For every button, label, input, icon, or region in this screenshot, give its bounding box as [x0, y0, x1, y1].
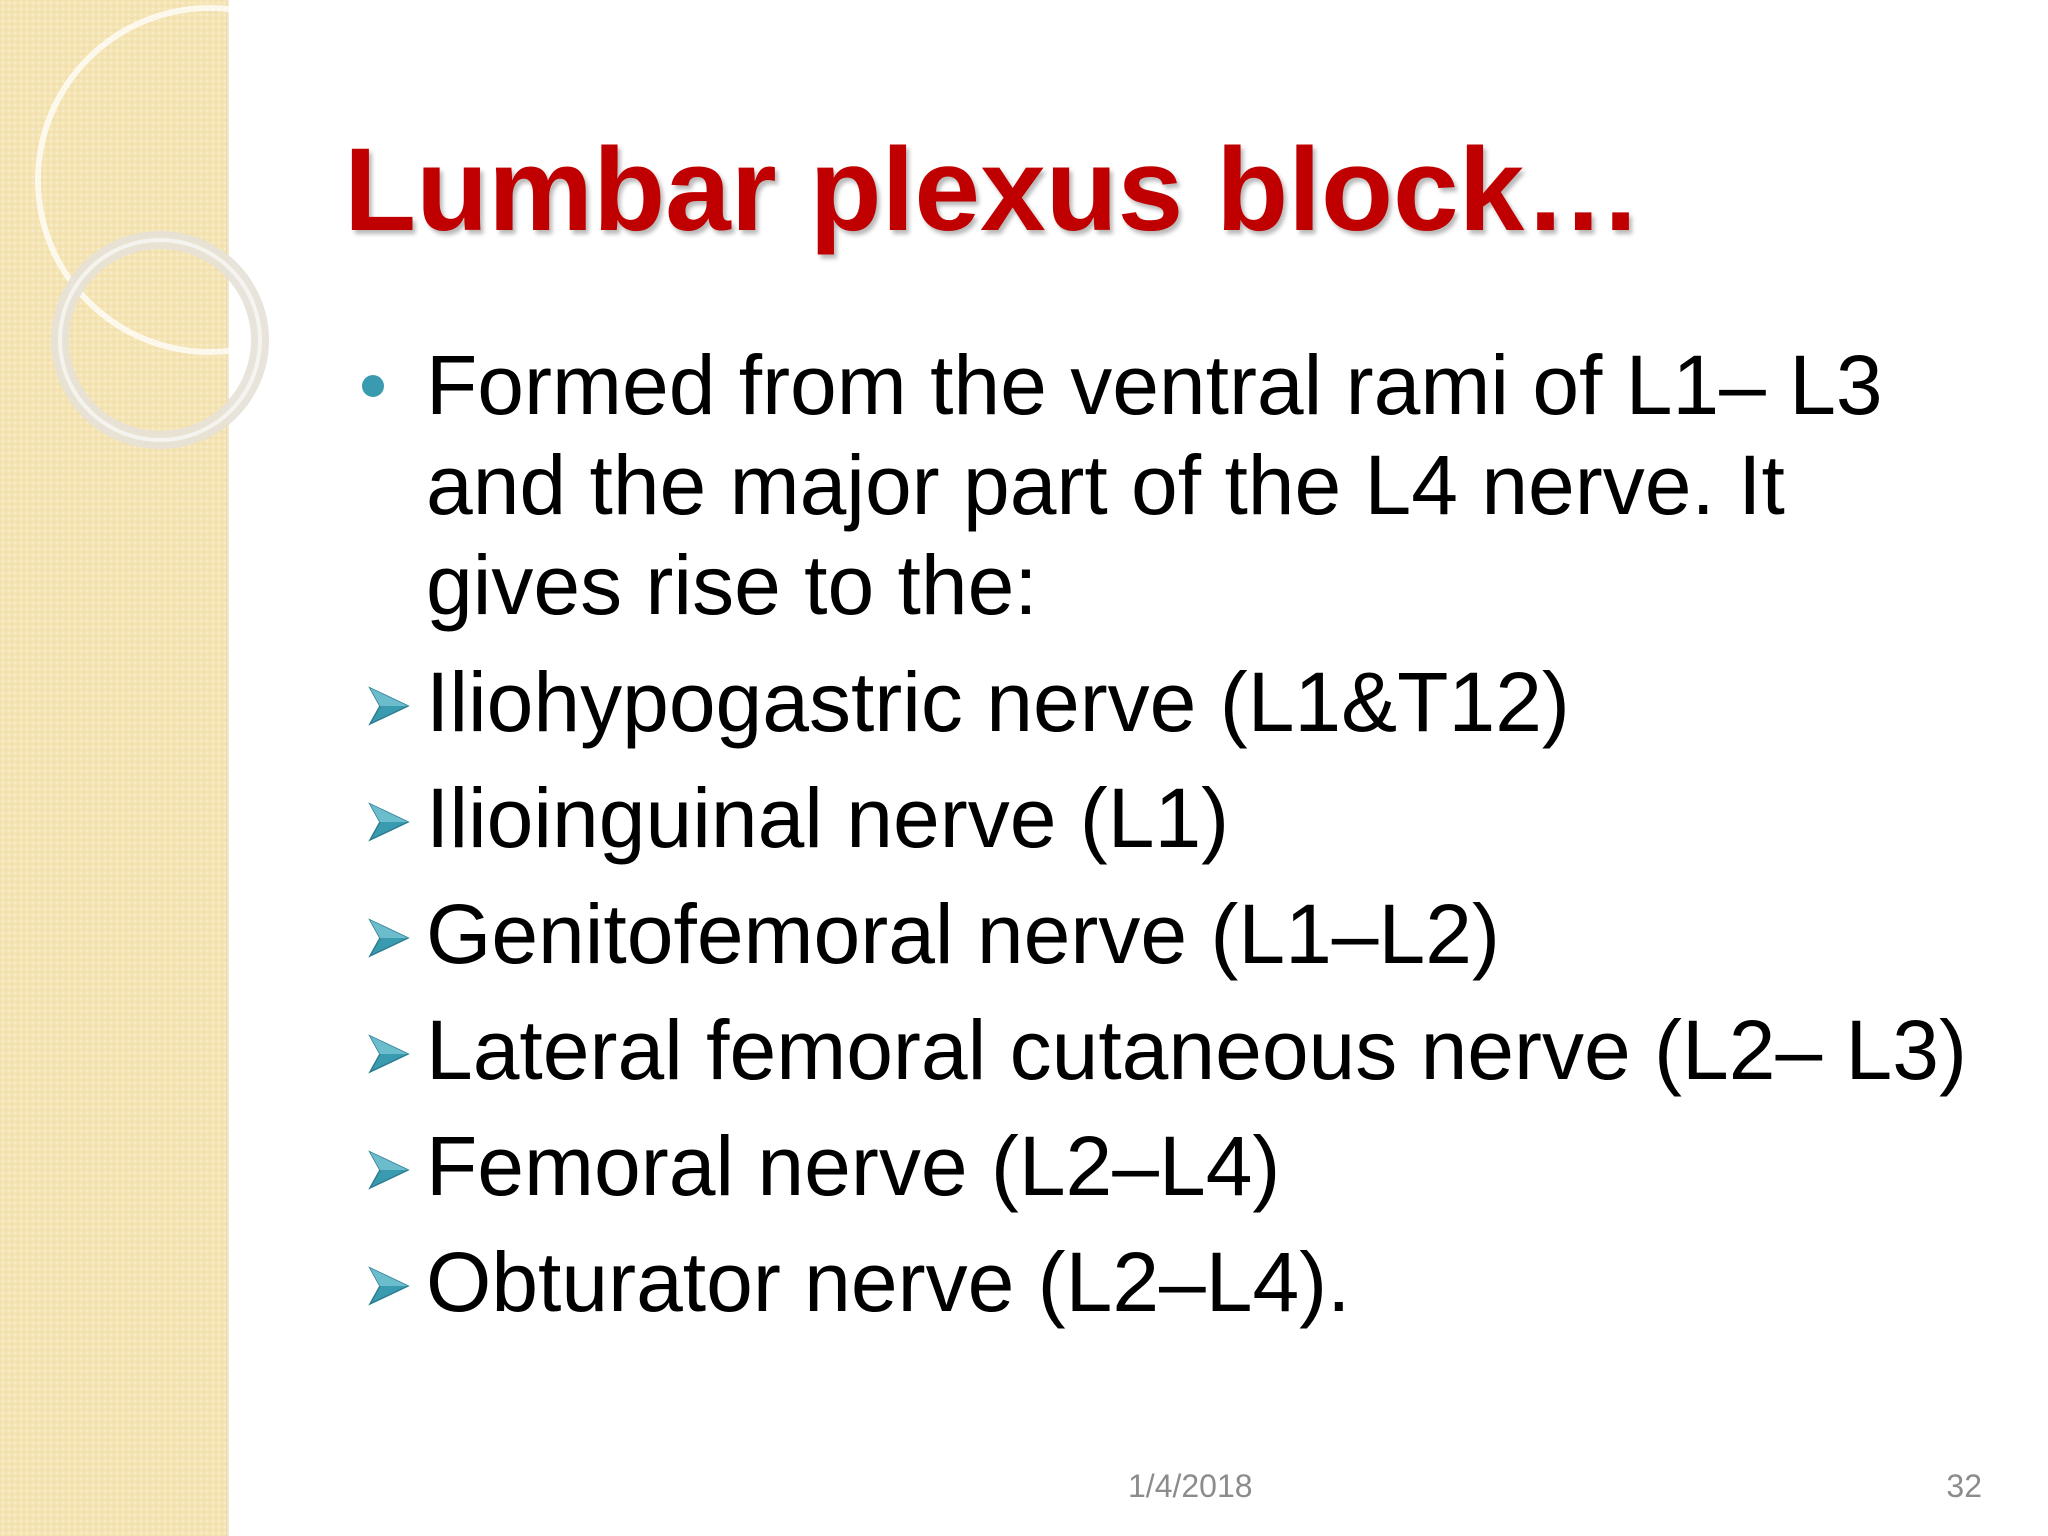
list-item — [362, 766, 2002, 870]
list-item — [362, 998, 2002, 1102]
list-item — [362, 650, 2002, 754]
nerve-text: Genitofemoral nerve (L1–L2) — [426, 887, 1500, 981]
arrow-bullet-icon — [366, 1148, 412, 1192]
arrow-bullet-icon — [366, 1264, 412, 1308]
sidebar-edge — [226, 0, 229, 1536]
bullet-dot-icon — [362, 375, 384, 397]
list-item — [362, 1230, 2002, 1334]
intro-text: Formed from the ventral rami of L1– L3 and the major part of the L4 nerve. It gives rise to the: — [426, 338, 1883, 632]
sidebar-decoration — [0, 0, 226, 1536]
arrow-bullet-icon — [366, 916, 412, 960]
list-item — [362, 882, 2002, 986]
arrow-bullet-icon — [366, 684, 412, 728]
list-item — [362, 1114, 2002, 1218]
nerve-text: Obturator nerve (L2–L4). — [426, 1235, 1351, 1329]
slide-title: Lumbar plexus block… — [344, 124, 1643, 256]
arrow-bullet-icon — [366, 1032, 412, 1076]
nerve-text: Lateral femoral cutaneous nerve (L2– L3) — [426, 1003, 1967, 1097]
nerve-text: Ilioinguinal nerve (L1) — [426, 771, 1230, 865]
list-item — [362, 335, 2002, 635]
arrow-bullet-icon — [366, 800, 412, 844]
footer-date: 1/4/2018 — [1128, 1468, 1253, 1504]
nerve-text: Iliohypogastric nerve (L1&T12) — [426, 655, 1570, 749]
page-number: 32 — [1946, 1468, 1982, 1504]
nerve-text: Femoral nerve (L2–L4) — [426, 1119, 1281, 1213]
bullet-list — [362, 335, 2002, 1346]
